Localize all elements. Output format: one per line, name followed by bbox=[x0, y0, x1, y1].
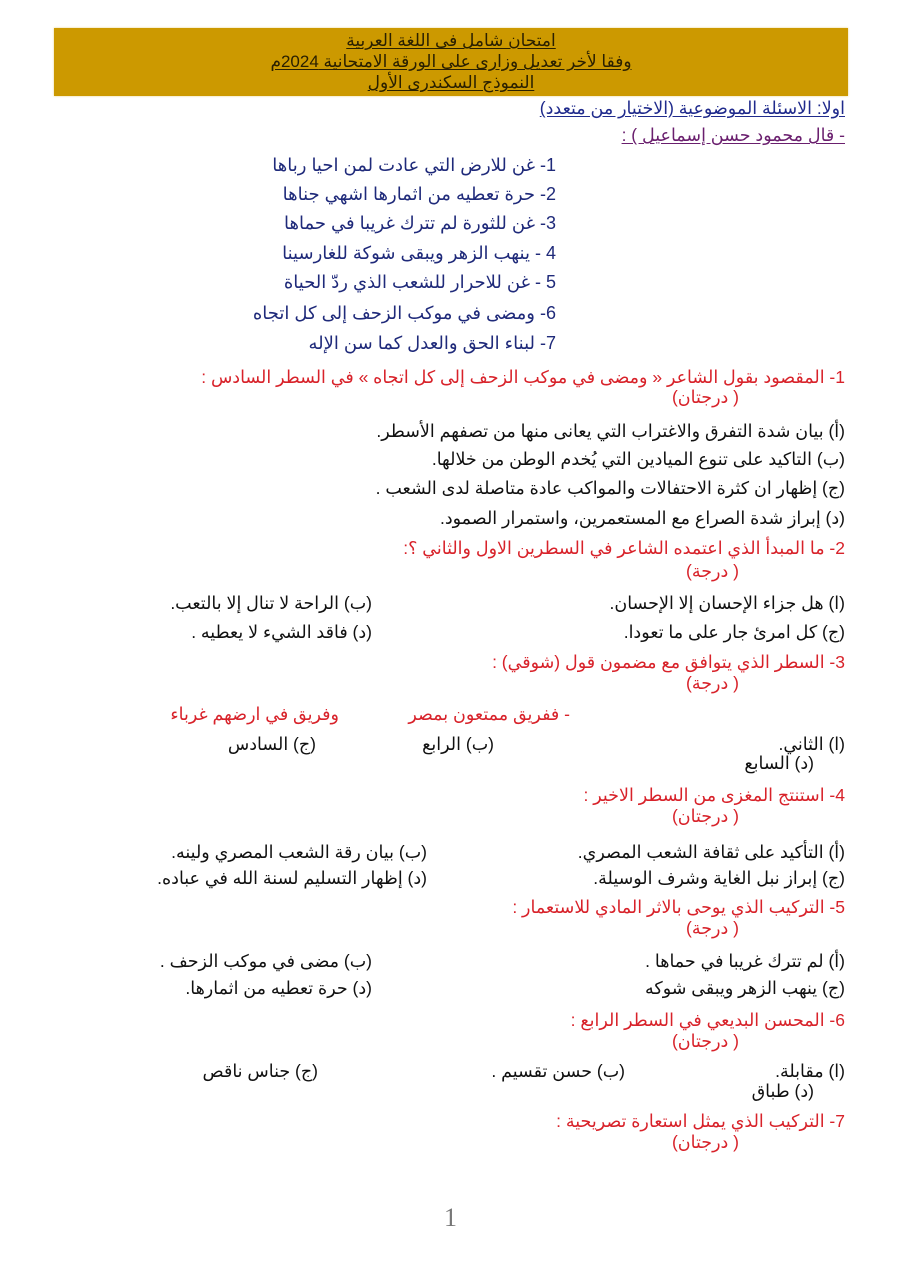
q4-option-b: (ب) بيان رقة الشعب المصري ولينه. bbox=[171, 842, 427, 862]
q4-option-d: (د) إظهار التسليم لسنة الله في عباده. bbox=[157, 868, 427, 888]
poem-line-6: 6- ومضى في موكب الزحف إلى كل اتجاه bbox=[252, 303, 556, 323]
q5-option-d: (د) حرة تعطيه من اثمارها. bbox=[185, 978, 372, 998]
q3-option-b: (ب) الرابع bbox=[422, 734, 494, 754]
q6-option-d: (د) طباق bbox=[751, 1081, 814, 1101]
poem-intro: - قال محمود حسن إسماعيل ) : bbox=[621, 125, 845, 145]
q3-option-d: (د) السابع bbox=[744, 753, 814, 773]
question-1: 1- المقصود بقول الشاعر « ومضى في موكب الزحف إلى كل اتجاه » في السطر السادس : bbox=[201, 367, 845, 387]
q3-option-a: (ا) الثاني. bbox=[778, 734, 845, 754]
q3-option-c: (ج) السادس bbox=[227, 734, 316, 754]
poem-line-2: 2- حرة تعطيه من اثمارها اشهي جناها bbox=[282, 184, 556, 204]
q1-option-a: (أ) بيان شدة التفرق والاغتراب التي يعانى منها من تصفهم الأسطر. bbox=[376, 421, 845, 441]
q2-option-b: (ب) الراحة لا تنال إلا بالتعب. bbox=[170, 593, 372, 613]
section-heading: اولا: الاسئلة الموضوعية (الاختيار من متعدد) bbox=[539, 98, 845, 118]
poem-line-3: 3- غن للثورة لم تترك غريبا في حماها bbox=[284, 213, 556, 233]
exam-model: النموذج السكندرى الأول bbox=[367, 73, 535, 92]
question-7-marks: ( درجتان) bbox=[671, 1132, 739, 1152]
q6-option-a: (ا) مقابلة. bbox=[775, 1061, 845, 1081]
q1-option-d: (د) إبراز شدة الصراع مع المستعمرين، واستمرار الصمود. bbox=[439, 508, 845, 528]
q5-option-a: (أ) لم تترك غريبا في حماها . bbox=[645, 951, 845, 971]
question-5-marks: ( درجة) bbox=[686, 918, 739, 938]
question-2-marks: ( درجة) bbox=[686, 561, 739, 581]
question-7: 7- التركيب الذي يمثل استعارة تصريحية : bbox=[556, 1111, 845, 1131]
q6-option-b: (ب) حسن تقسيم . bbox=[491, 1061, 625, 1081]
q4-option-c: (ج) إبراز نبل الغاية وشرف الوسيلة. bbox=[593, 868, 845, 888]
q6-option-c: (ج) جناس ناقص bbox=[202, 1061, 318, 1081]
q3-verse-second-hemistich: وفريق في ارضهم غرباء bbox=[170, 704, 339, 724]
question-2: 2- ما المبدأ الذي اعتمده الشاعر في السطرين الاول والثاني ؟: bbox=[403, 538, 845, 558]
question-1-marks: ( درجتان) bbox=[671, 387, 739, 407]
q5-option-c: (ج) ينهب الزهر ويبقى شوكه bbox=[645, 978, 845, 998]
q1-option-c: (ج) إظهار ان كثرة الاحتفالات والمواكب عادة متاصلة لدى الشعب . bbox=[375, 478, 845, 498]
exam-subtitle: وفقا لأخر تعديل وزارى على الورقة الامتحانية 2024م bbox=[270, 52, 632, 71]
question-6: 6- المحسن البديعي في السطر الرابع : bbox=[570, 1010, 845, 1030]
q1-option-b: (ب) التاكيد على تنوع الميادين التي يُخدم الوطن من خلالها. bbox=[431, 449, 845, 469]
exam-title: امتحان شامل فى اللغة العربية bbox=[346, 31, 556, 50]
poem-line-4: 4 - ينهب الزهر ويبقى شوكة للغارسينا bbox=[282, 243, 556, 263]
poem-line-1: 1- غن للارض التي عادت لمن احيا رباها bbox=[272, 155, 556, 175]
question-6-marks: ( درجتان) bbox=[671, 1031, 739, 1051]
page-number: 1 bbox=[444, 1203, 457, 1232]
header-banner bbox=[54, 28, 848, 96]
q2-option-a: (ا) هل جزاء الإحسان إلا الإحسان. bbox=[609, 593, 845, 613]
q5-option-b: (ب) مضى في موكب الزحف . bbox=[159, 951, 372, 971]
question-4-marks: ( درجتان) bbox=[671, 806, 739, 826]
q2-option-c: (ج) كل امرئ جار على ما تعودا. bbox=[623, 622, 845, 642]
poem-line-5: 5 - غن للاحرار للشعب الذي ردّ الحياة bbox=[283, 272, 556, 292]
question-3-marks: ( درجة) bbox=[686, 673, 739, 693]
question-5: 5- التركيب الذي يوحى بالاثر المادي للاستعمار : bbox=[512, 897, 845, 917]
poem-line-7: 7- لبناء الحق والعدل كما سن الإله bbox=[308, 333, 556, 353]
q4-option-a: (أ) التأكيد على ثقافة الشعب المصري. bbox=[577, 842, 845, 862]
q3-verse-first-hemistich: - ففريق ممتعون بمصر bbox=[408, 704, 570, 724]
q2-option-d: (د) فاقد الشيء لا يعطيه . bbox=[191, 622, 372, 642]
question-4: 4- استنتج المغزى من السطر الاخير : bbox=[583, 785, 845, 805]
question-3: 3- السطر الذي يتوافق مع مضمون قول (شوقي) : bbox=[492, 652, 845, 672]
